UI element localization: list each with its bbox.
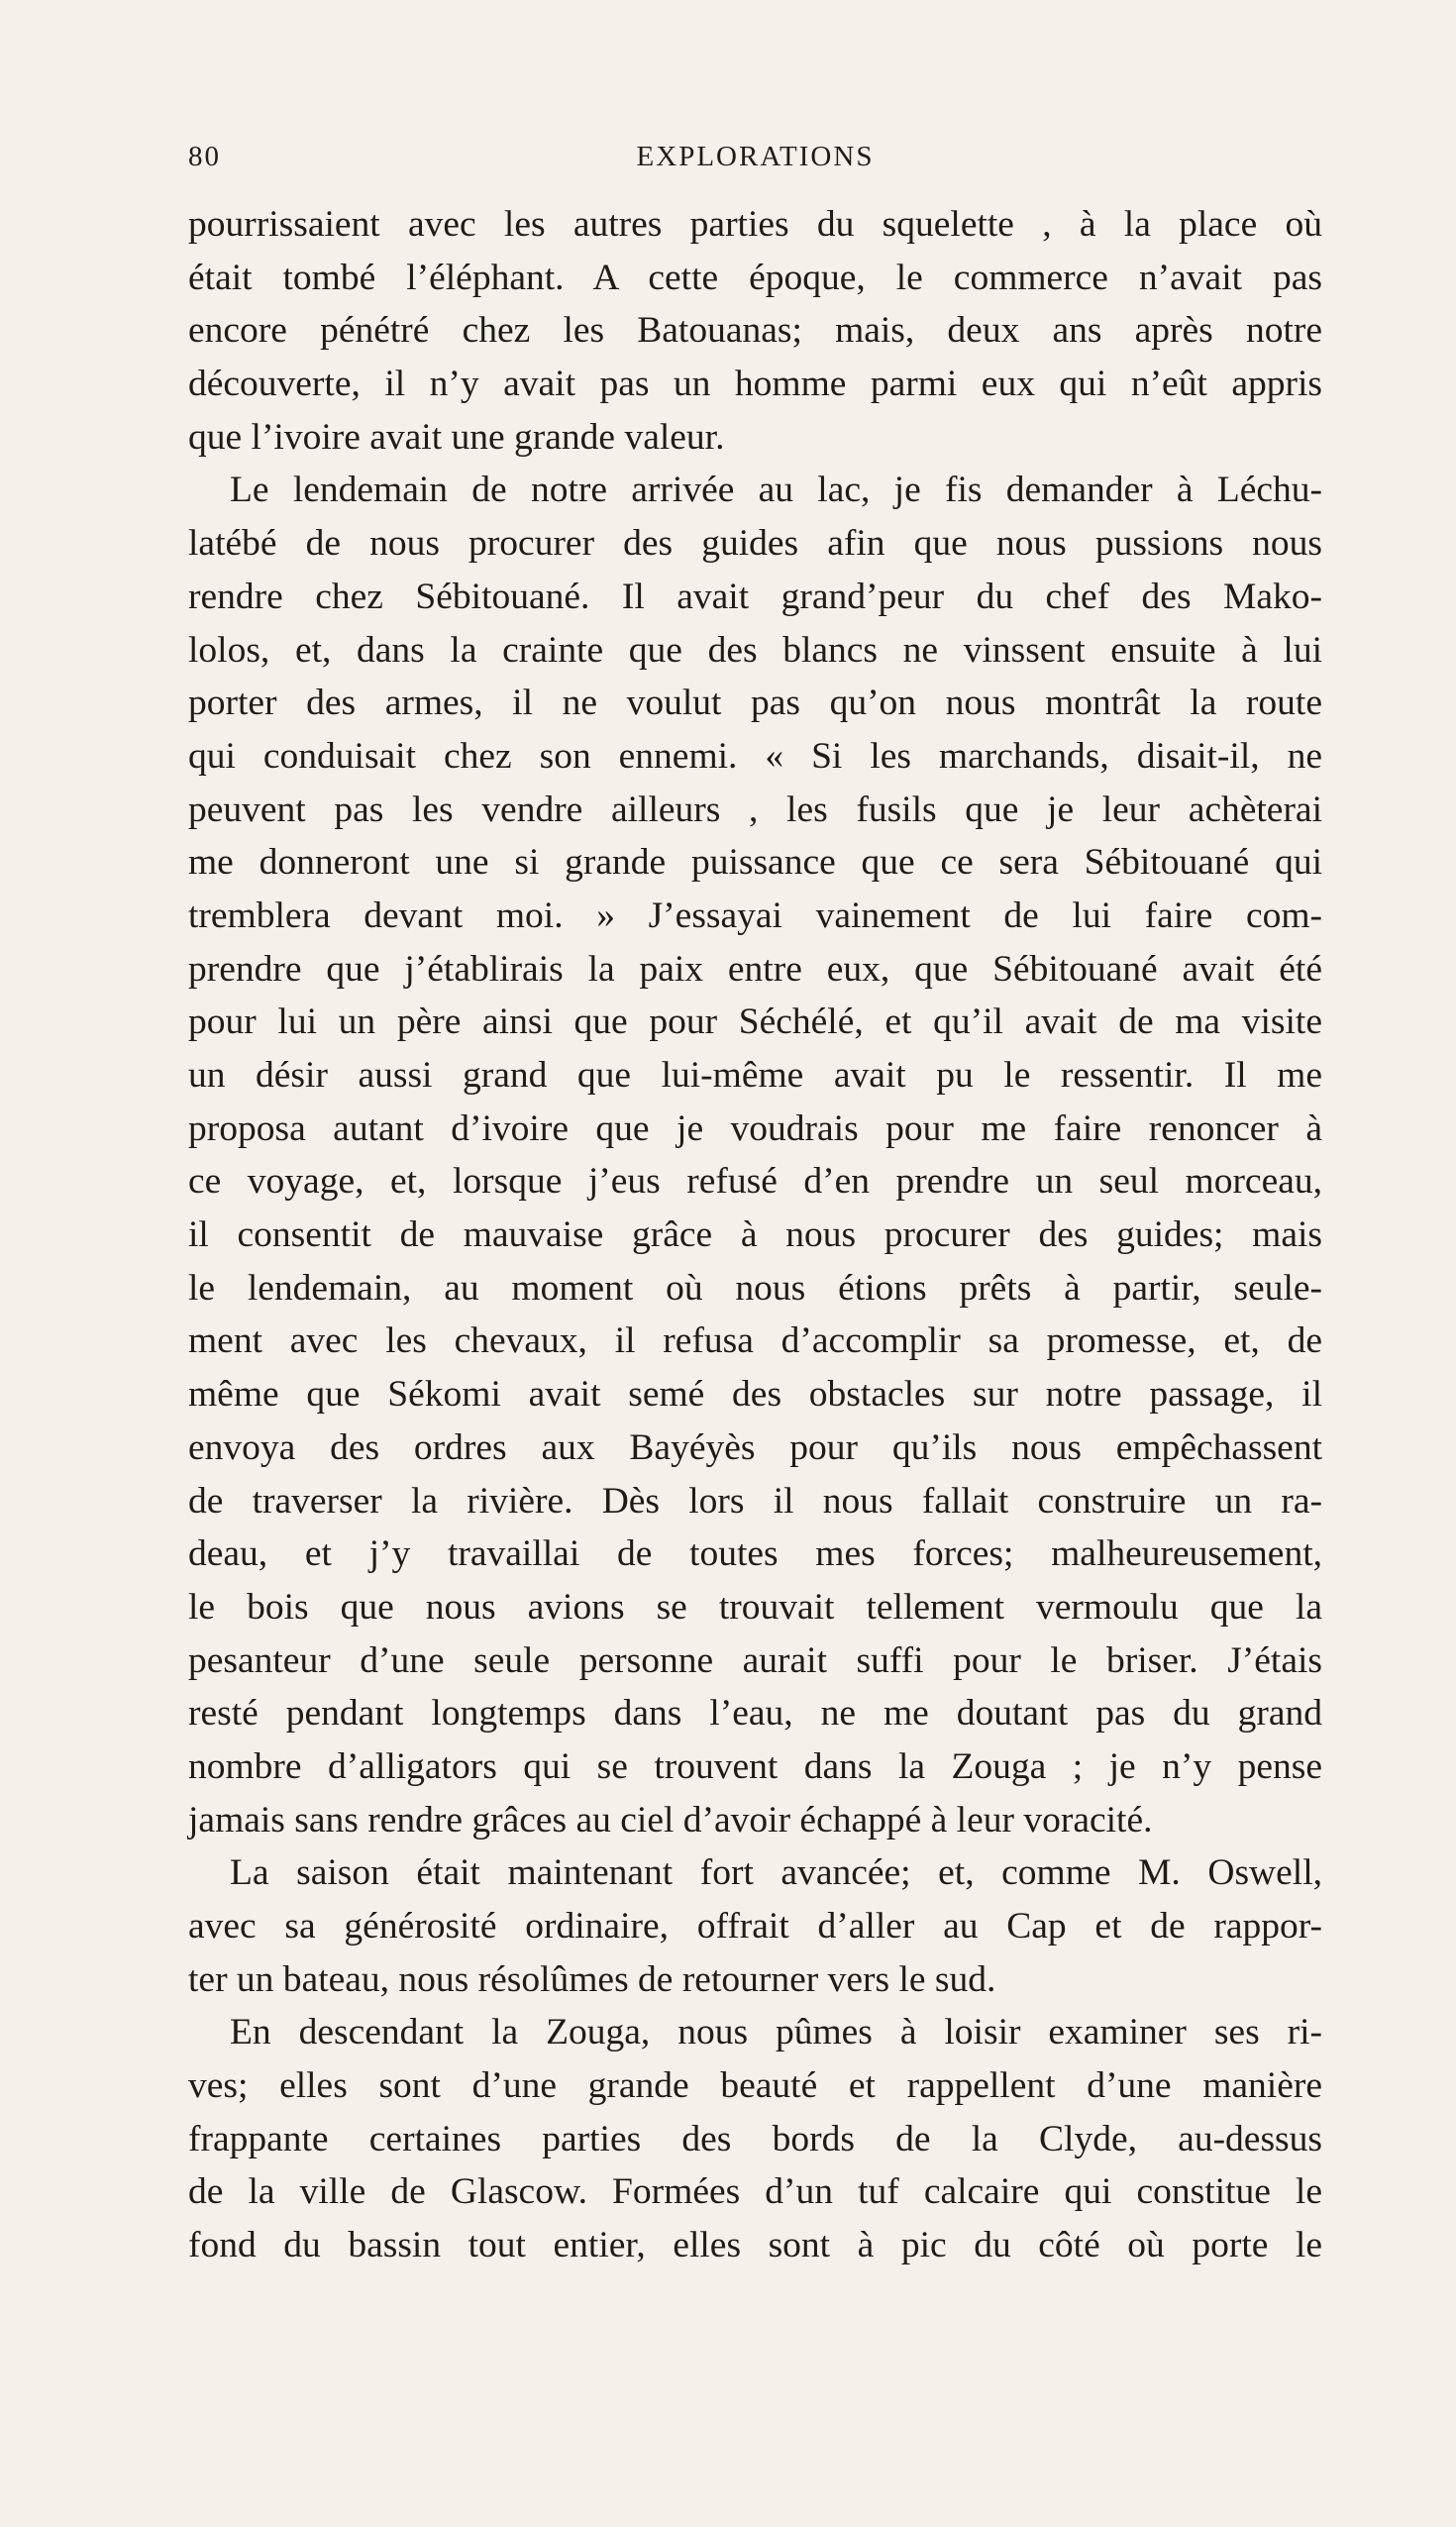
text-line: de la ville de Glascow. Formées d’un tuf calcaire qui constitue le	[188, 2171, 1322, 2213]
text-line: nombre d’alligators qui se trouvent dans la Zouga ; je n’y pense	[188, 1745, 1322, 1787]
text-line: ce voyage, et, lorsque j’eus refusé d’en prendre un seul morceau,	[188, 1161, 1322, 1203]
text-line: le lendemain, au moment où nous étions prêts à partir, seule-	[188, 1267, 1322, 1309]
text-line: pour lui un père ainsi que pour Séchélé, et qu’il avait de ma visite	[188, 1001, 1322, 1043]
text-line: frappante certaines parties des bords de la Clyde, au-dessus	[188, 2118, 1322, 2159]
text-line: le bois que nous avions se trouvait tellement vermoulu que la	[188, 1586, 1322, 1628]
text-line: peuvent pas les vendre ailleurs , les fusils que je leur achèterai	[188, 789, 1322, 830]
text-line: pesanteur d’une seule personne aurait suffi pour le briser. J’étais	[188, 1639, 1322, 1681]
text-line: jamais sans rendre grâces au ciel d’avoir échappé à leur voracité.	[188, 1799, 1153, 1841]
text-line: resté pendant longtemps dans l’eau, ne me doutant pas du grand	[188, 1693, 1322, 1735]
text-line: lolos, et, dans la crainte que des blancs ne vinssent ensuite à lui	[188, 629, 1322, 671]
text-line: deau, et j’y travaillai de toutes mes forces; malheureusement,	[188, 1533, 1322, 1575]
text-line: Le lendemain de notre arrivée au lac, je fis demander à Léchu-	[230, 470, 1322, 511]
chapter-title: EXPLORATIONS	[636, 141, 875, 172]
text-line: ter un bateau, nous résolûmes de retourner vers le sud.	[188, 1958, 996, 2000]
page-number: 80	[188, 141, 221, 172]
text-line: fond du bassin tout entier, elles sont à pic du côté où porte le	[188, 2225, 1322, 2266]
text-line: découverte, il n’y avait pas un homme parmi eux qui n’eût appris	[188, 364, 1322, 405]
text-line: envoya des ordres aux Bayéyès pour qu’ils nous empêchassent	[188, 1426, 1322, 1468]
text-line: qui conduisait chez son ennemi. « Si les marchands, disait-il, ne	[188, 735, 1322, 777]
text-line: porter des armes, il ne voulut pas qu’on nous montrât la route	[188, 683, 1322, 724]
text-line: de traverser la rivière. Dès lors il nous fallait construire un ra-	[188, 1480, 1322, 1522]
body-text	[188, 198, 1322, 2272]
text-line: pourrissaient avec les autres parties du squelette , à la place où	[188, 204, 1322, 245]
text-line: encore pénétré chez les Batouanas; mais, deux ans après notre	[188, 310, 1322, 352]
text-line: prendre que j’établirais la paix entre eux, que Sébitouané avait été	[188, 948, 1322, 990]
text-line: La saison était maintenant fort avancée; et, comme M. Oswell,	[230, 1852, 1322, 1894]
text-line: un désir aussi grand que lui-même avait pu le ressentir. Il me	[188, 1055, 1322, 1096]
text-line: il consentit de mauvaise grâce à nous procurer des guides; mais	[188, 1214, 1322, 1256]
text-line: proposa autant d’ivoire que je voudrais pour me faire renoncer à	[188, 1107, 1322, 1149]
text-line: rendre chez Sébitouané. Il avait grand’peur du chef des Mako-	[188, 576, 1322, 617]
text-line: était tombé l’éléphant. A cette époque, le commerce n’avait pas	[188, 257, 1322, 298]
text-line: que l’ivoire avait une grande valeur.	[188, 416, 725, 458]
text-line: avec sa générosité ordinaire, offrait d’aller au Cap et de rappor-	[188, 1906, 1322, 1947]
text-line: ves; elles sont d’une grande beauté et rappellent d’une manière	[188, 2065, 1322, 2107]
text-line: ment avec les chevaux, il refusa d’accomplir sa promesse, et, de	[188, 1320, 1322, 1362]
text-line: me donneront une si grande puissance que ce sera Sébitouané qui	[188, 842, 1322, 884]
text-line: latébé de nous procurer des guides afin que nous pussions nous	[188, 523, 1322, 565]
running-head	[188, 141, 1322, 188]
text-line: même que Sékomi avait semé des obstacles sur notre passage, il	[188, 1374, 1322, 1416]
text-line: En descendant la Zouga, nous pûmes à loisir examiner ses ri-	[230, 2012, 1322, 2053]
text-line: tremblera devant moi. » J’essayai vainement de lui faire com-	[188, 895, 1322, 936]
